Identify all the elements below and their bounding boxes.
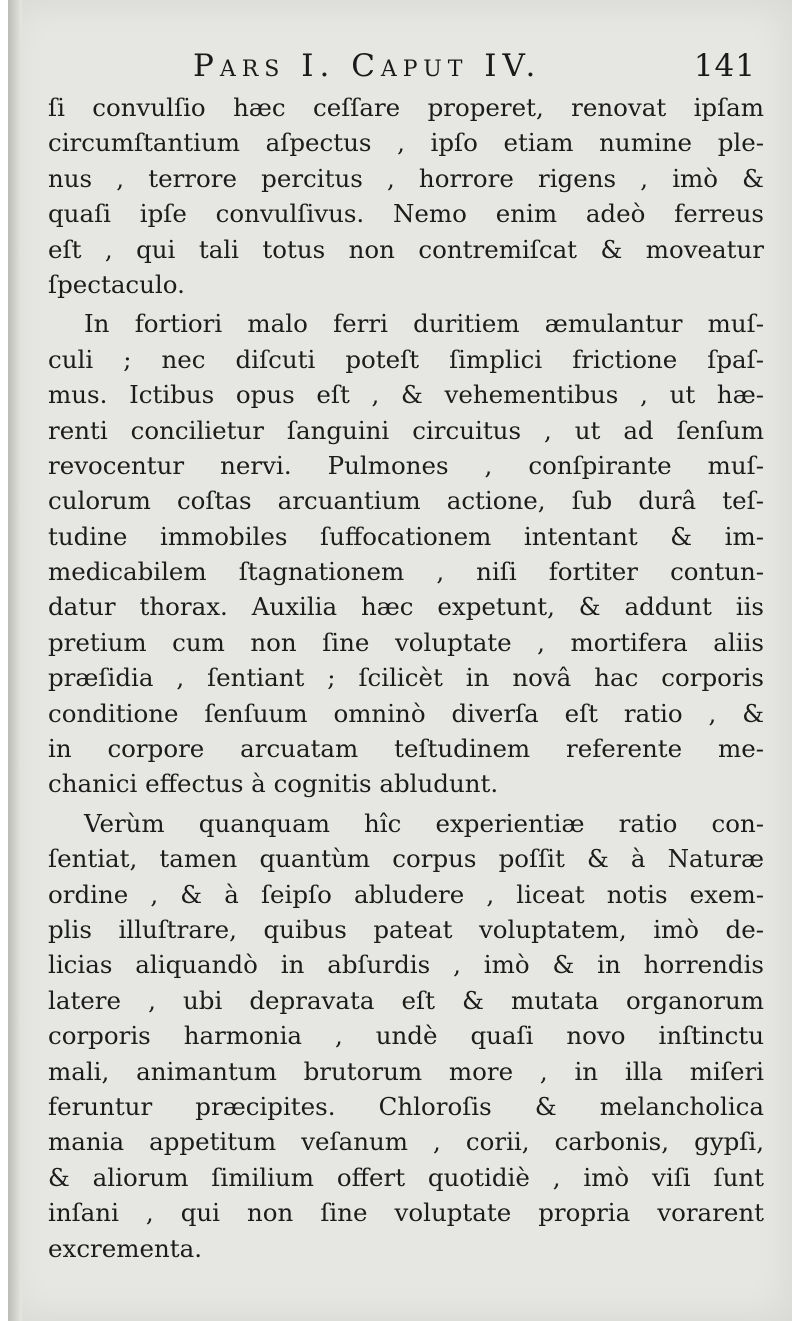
text-line: culi ; nec diſcuti poteſt ſimplici frictione ſpaſ- — [48, 344, 764, 374]
text-line: renti concilietur ſanguini circuitus , ut ad ſenſum — [48, 415, 764, 445]
text-line: excrementa. — [48, 1233, 202, 1263]
text-line: medicabilem ſtagnationem , niſi fortiter contun- — [48, 557, 764, 587]
text-line: datur thorax. Auxilia hæc expetunt, & addunt iis — [48, 592, 764, 622]
text-line: inſani , qui non ſine voluptate propria vorarent — [48, 1198, 764, 1228]
book-page — [8, 0, 792, 1321]
text-line: ſpectaculo. — [48, 269, 185, 299]
text-line: Verùm quanquam hîc experientiæ ratio con- — [84, 808, 764, 838]
text-line: ſentiat, tamen quantùm corpus poſſit & à Naturæ — [48, 844, 764, 874]
text-line: tudine immobiles ſuffocationem intentant & im- — [48, 521, 764, 551]
text-line: eſt , qui tali totus non contremiſcat & moveatur — [48, 234, 764, 264]
text-line: & aliorum ſimilium offert quotidiè , imò viſi ſunt — [48, 1162, 764, 1192]
running-head — [48, 38, 760, 88]
text-line: mania appetitum veſanum , corii, carbonis, gypſi, — [48, 1127, 764, 1157]
text-line: corporis harmonia , undè quaſi novo inſtinctu — [48, 1021, 764, 1051]
text-line: mus. Ictibus opus eſt , & vehementibus , ut hæ- — [48, 380, 764, 410]
running-title: Pars I. Caput IV. — [193, 48, 542, 84]
text-line: licias aliquandò in abſurdis , imò & in horrendis — [48, 950, 764, 980]
text-line: nus , terrore percitus , horrore rigens , imò & — [48, 163, 764, 193]
text-line: In fortiori malo ferri duritiem æmulantur muſ- — [84, 309, 764, 339]
text-line: revocentur nervi. Pulmones , conſpirante muſ- — [48, 450, 764, 480]
text-line: in corpore arcuatam teſtudinem referente me- — [48, 734, 764, 764]
text-line: conditione ſenſuum omninò diverſa eſt ratio , & — [48, 698, 764, 728]
text-line: ſi convulſio hæc ceſſare properet, renovat ipſam — [48, 93, 764, 122]
page-number: 141 — [693, 48, 756, 84]
text-line: circumſtantium aſpectus , ipſo etiam numine ple- — [48, 128, 764, 158]
text-line: præſidia , ſentiant ; ſcilicèt in novâ hac corporis — [48, 663, 764, 693]
text-line: chanici effectus à cognitis abludunt. — [48, 769, 499, 799]
text-line: ordine , & à ſeipſo abludere , liceat notis exem- — [48, 879, 764, 909]
text-line: mali, animantum brutorum more , in illa miſeri — [48, 1056, 764, 1086]
text-line: plis illuſtrare, quibus pateat voluptatem, imò de- — [48, 914, 764, 944]
paragraph — [48, 306, 764, 801]
text-line: feruntur præcipites. Chloroſis & melancholica — [48, 1091, 764, 1121]
body-text — [48, 90, 764, 1266]
text-line: culorum coſtas arcuantium actione, ſub durâ teſ- — [48, 486, 764, 516]
text-line: quaſi ipſe convulſivus. Nemo enim adeò ferreus — [48, 199, 764, 229]
paragraph — [48, 806, 764, 1266]
text-line: latere , ubi depravata eſt & mutata organorum — [48, 985, 764, 1015]
text-line: pretium cum non ſine voluptate , mortifera aliis — [48, 627, 764, 657]
paragraph — [48, 90, 764, 302]
